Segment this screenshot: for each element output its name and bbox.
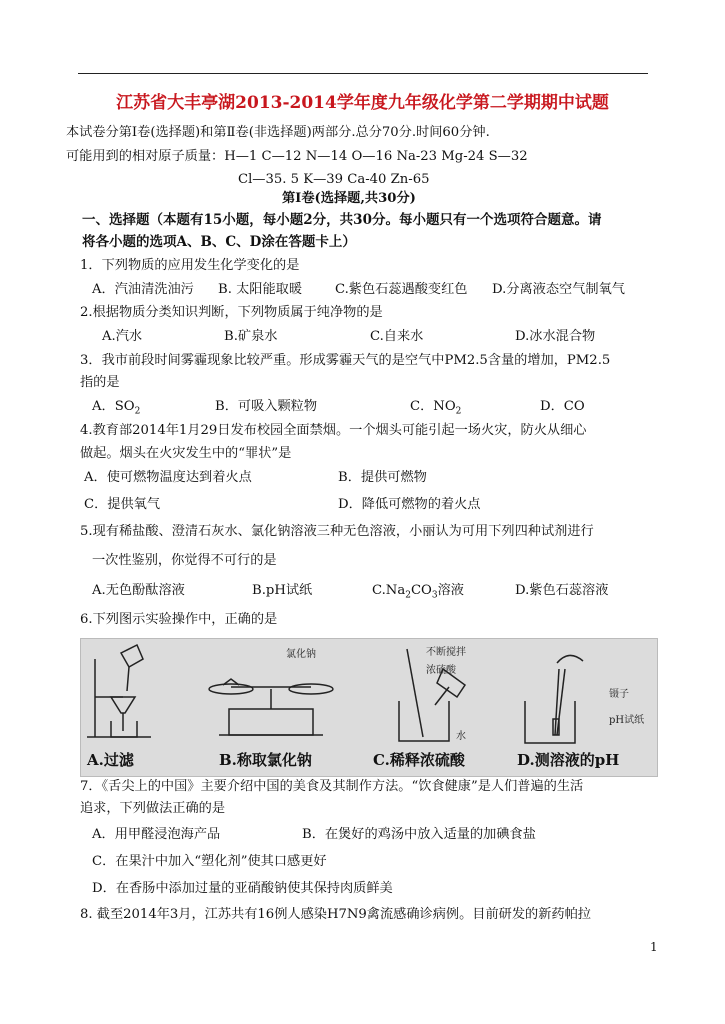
q1-stem: 1．下列物质的应用发生化学变化的是 xyxy=(80,258,300,273)
q7-option-b: B．在煲好的鸡汤中放入适量的加碘食盐 xyxy=(302,827,536,842)
q2-option-b: B.矿泉水 xyxy=(224,329,278,344)
label-conc-acid: 浓硫酸 xyxy=(426,665,456,676)
intro-line: 本试卷分第Ⅰ卷(选择题)和第Ⅱ卷(非选择题)两部分.总分70分.时间60分钟. xyxy=(66,125,490,140)
q4-option-a: A．使可燃物温度达到着火点 xyxy=(84,470,252,485)
q5-option-c: $C.Na_2CO_3$溶液 xyxy=(372,583,464,601)
label-tweezers: 镊子 xyxy=(609,689,629,700)
exam-title: 江苏省大丰亭湖2013-2014学年度九年级化学第二学期期中试题 xyxy=(116,93,609,113)
caption-d: D.测溶液的pH xyxy=(517,751,620,769)
label-nacl: 氯化钠 xyxy=(286,649,316,660)
q8-stem: 8. 截至2014年3月，江苏共有16例人感染H7N9禽流感确诊病例。目前研发的新药帕拉 xyxy=(80,907,591,922)
ph-test-icon xyxy=(525,655,583,743)
q1-option-d: D.分离液态空气制氧气 xyxy=(492,282,625,297)
section1-instructions-line2: 将各小题的选项A、B、C、D涂在答题卡上） xyxy=(82,234,356,250)
q7-stem-line1: 7．《舌尖上的中国》主要介绍中国的美食及其制作方法。“饮食健康”是人们普遍的生活 xyxy=(80,779,584,794)
q1-option-b: B. 太阳能取暖 xyxy=(218,282,303,297)
q6-experiment-figure xyxy=(80,638,658,777)
q2-option-a: A.汽水 xyxy=(102,329,143,344)
q3-option-d: D．CO xyxy=(540,399,585,414)
q5-option-d: D.紫色石蕊溶液 xyxy=(515,583,609,598)
q3-option-b: B．可吸入颗粒物 xyxy=(215,399,318,414)
label-ph-paper: pH试纸 xyxy=(609,715,645,726)
header-rule xyxy=(78,73,648,74)
q4-option-c: C．提供氧气 xyxy=(84,497,161,512)
q4-stem-line1: 4.教育部2014年1月29日发布校园全面禁烟。一个烟头可能引起一场火灾，防火从细心 xyxy=(80,423,587,438)
caption-b: B.称取氯化钠 xyxy=(219,751,312,769)
q1-option-a: A．汽油清洗油污 xyxy=(92,282,194,297)
q4-option-d: D．降低可燃物的着火点 xyxy=(338,497,481,512)
caption-c: C.稀释浓硫酸 xyxy=(373,751,465,769)
page-number: 1 xyxy=(650,940,658,954)
label-water: 水 xyxy=(456,731,466,742)
q2-stem: 2.根据物质分类知识判断，下列物质属于纯净物的是 xyxy=(80,305,383,320)
q5-option-a: A.无色酚酞溶液 xyxy=(92,583,185,598)
q5-option-b: B.pH试纸 xyxy=(252,583,313,598)
q1-option-c: C.紫色石蕊遇酸变红色 xyxy=(335,282,468,297)
section1-instructions-line1: 一、选择题（本题有15小题，每小题2分，共30分。每小题只有一个选项符合题意。请 xyxy=(82,212,602,228)
q7-option-c: C．在果汁中加入“塑化剂”使其口感更好 xyxy=(92,854,327,869)
q3-stem-line2: 指的是 xyxy=(80,375,120,390)
q5-stem-line2: 一次性鉴别，你觉得不可行的是 xyxy=(92,553,277,568)
q3-option-a: A．$SO_2$ xyxy=(92,399,141,417)
q7-stem-line2: 追求，下列做法正确的是 xyxy=(80,801,226,816)
q3-stem-line1: 3．我市前段时间雾霾现象比较严重。形成雾霾天气的是空气中PM2.5含量的增加，PM2.5 xyxy=(80,353,611,368)
filtration-apparatus-icon xyxy=(87,645,151,737)
q3-option-c: C．$NO_2$ xyxy=(410,399,462,417)
q7-option-d: D．在香肠中添加过量的亚硝酸钠使其保持肉质鲜美 xyxy=(92,881,393,896)
atomic-masses-line2: Cl—35. 5 K—39 Ca-40 Zn-65 xyxy=(238,172,430,187)
q4-stem-line2: 做起。烟头在火灾发生中的“罪状”是 xyxy=(80,446,292,461)
atomic-masses-line1: 可能用到的相对原子质量：H—1 C—12 N—14 O—16 Na-23 Mg-24 S—32 xyxy=(66,149,528,164)
q2-option-c: C.自来水 xyxy=(370,329,424,344)
q6-stem: 6.下列图示实验操作中，正确的是 xyxy=(80,612,278,627)
q4-option-b: B．提供可燃物 xyxy=(338,470,427,485)
part1-title: 第Ⅰ卷(选择题,共30分) xyxy=(282,191,416,206)
label-stir: 不断搅拌 xyxy=(426,647,466,658)
caption-a: A.过滤 xyxy=(87,751,134,769)
q7-option-a: A．用甲醛浸泡海产品 xyxy=(92,827,221,842)
q5-stem-line1: 5.现有稀盐酸、澄清石灰水、氯化钠溶液三种无色溶液，小丽认为可用下列四种试剂进行 xyxy=(80,524,594,539)
balance-scale-icon xyxy=(209,679,333,735)
q2-option-d: D.冰水混合物 xyxy=(515,329,596,344)
